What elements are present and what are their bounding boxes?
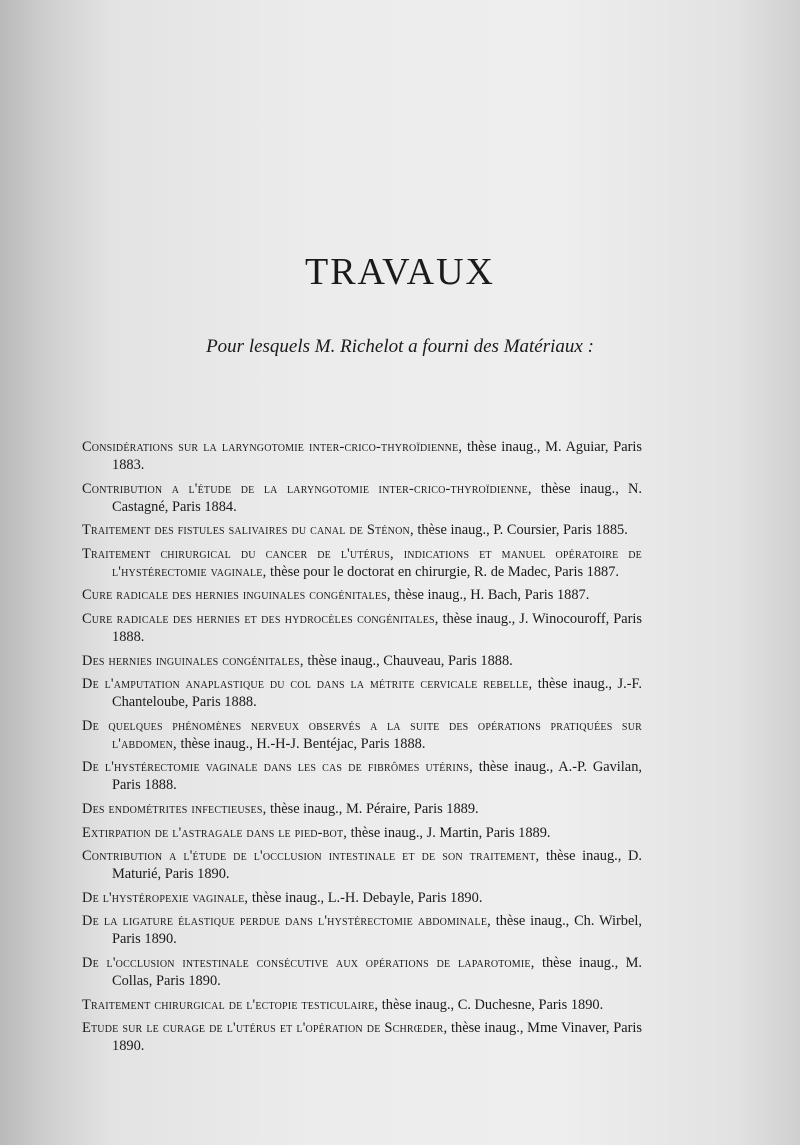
list-item <box>82 480 642 516</box>
list-item <box>82 824 642 842</box>
list-item <box>82 889 642 907</box>
entry-title: Contribution a l'étude de l'occlusion intestinale et de son traitement, <box>82 848 540 865</box>
page-title: TRAVAUX <box>305 251 495 293</box>
entry-details: thèse inaug., J.-F. Chanteloube, Paris 1888. <box>112 676 642 711</box>
entry-title: Traitement chirurgical de l'ectopie testiculaire, <box>82 996 379 1013</box>
entry-title: Traitement chirurgical du cancer de l'utérus, indications et manuel opératoire de l'hystérectomie vaginale, <box>82 545 642 580</box>
entry-details: thèse inaug., J. Martin, Paris 1889. <box>347 824 551 841</box>
entry-title: De l'amputation anaplastique du col dans la métrite cervicale rebelle, <box>82 676 533 693</box>
entry-details: thèse inaug., Chauveau, Paris 1888. <box>303 652 513 669</box>
entry-details: thèse inaug., P. Coursier, Paris 1885. <box>413 522 628 539</box>
entry-title: Cure radicale des hernies et des hydrocèles congénitales, <box>82 610 439 627</box>
list-item <box>82 521 642 539</box>
list-item <box>82 996 642 1014</box>
entry-title: De quelques phénomènes nerveux observés a la suite des opérations pratiquées sur l'abdomen, <box>82 717 642 752</box>
list-item <box>82 912 642 948</box>
entry-title: Cure radicale des hernies inguinales congénitales, <box>82 587 391 604</box>
entry-title: Des endométrites infectieuses, <box>82 800 267 817</box>
entry-title: Considérations sur la laryngotomie inter-crico-thyroïdienne, <box>82 439 463 455</box>
list-item <box>82 545 642 581</box>
entry-details: thèse inaug., J. Winocouroff, Paris 1888. <box>112 610 642 645</box>
entry-title: Traitement des fistules salivaires du canal de Sténon, <box>82 522 414 539</box>
entry-details: thèse inaug., M. Collas, Paris 1890. <box>112 954 643 989</box>
entry-title: De l'hystérectomie vaginale dans les cas de fibrômes utérins, <box>82 759 473 776</box>
entry-details: thèse inaug., C. Duchesne, Paris 1890. <box>378 996 604 1013</box>
page-subtitle: Pour lesquels M. Richelot a fourni des Matériaux : <box>206 336 594 357</box>
entry-title: Extirpation de l'astragale dans le pied-bot, <box>82 824 348 841</box>
entry-details: thèse inaug., M. Aguiar, Paris 1883. <box>112 439 642 473</box>
list-item <box>82 675 642 711</box>
list-item <box>82 652 642 670</box>
entry-details: thèse inaug., D. Maturié, Paris 1890. <box>112 848 642 883</box>
entry-title: De la ligature élastique perdue dans l'hystérectomie abdominale, <box>82 913 491 930</box>
list-item <box>82 1019 642 1055</box>
list-item <box>82 758 642 794</box>
list-item <box>82 800 642 818</box>
entry-title: De l'hystéropexie vaginale, <box>82 889 249 906</box>
entry-title: Etude sur le curage de l'utérus et l'opération de Schrœder, <box>82 1020 448 1037</box>
list-item <box>82 847 642 883</box>
list-item <box>82 717 642 753</box>
entry-details: thèse inaug., H. Bach, Paris 1887. <box>390 587 590 604</box>
bibliography-list <box>82 438 642 1061</box>
entry-details: thèse inaug., L.-H. Debayle, Paris 1890. <box>248 889 483 906</box>
list-item <box>82 610 642 646</box>
entry-details: thèse inaug., A.-P. Gavilan, Paris 1888. <box>112 759 642 794</box>
entry-details: thèse inaug., Mme Vinaver, Paris 1890. <box>112 1020 643 1055</box>
list-item <box>82 586 642 604</box>
entry-details: thèse pour le doctorat en chirurgie, R. de Madec, Paris 1887. <box>266 563 620 580</box>
entry-title: De l'occlusion intestinale consécutive aux opérations de laparotomie, <box>82 954 535 971</box>
list-item <box>82 954 642 990</box>
entry-title: Des hernies inguinales congénitales, <box>82 652 304 669</box>
entry-details: thèse inaug., H.-H-J. Bentéjac, Paris 1888. <box>176 735 426 752</box>
list-item <box>82 438 642 474</box>
entry-details: thèse inaug., Ch. Wirbel, Paris 1890. <box>112 913 642 948</box>
entry-details: thèse inaug., N. Castagné, Paris 1884. <box>112 480 642 515</box>
entry-title: Contribution a l'étude de la laryngotomie inter-crico-thyroïdienne, <box>82 480 532 497</box>
entry-details: thèse inaug., M. Péraire, Paris 1889. <box>266 800 479 817</box>
